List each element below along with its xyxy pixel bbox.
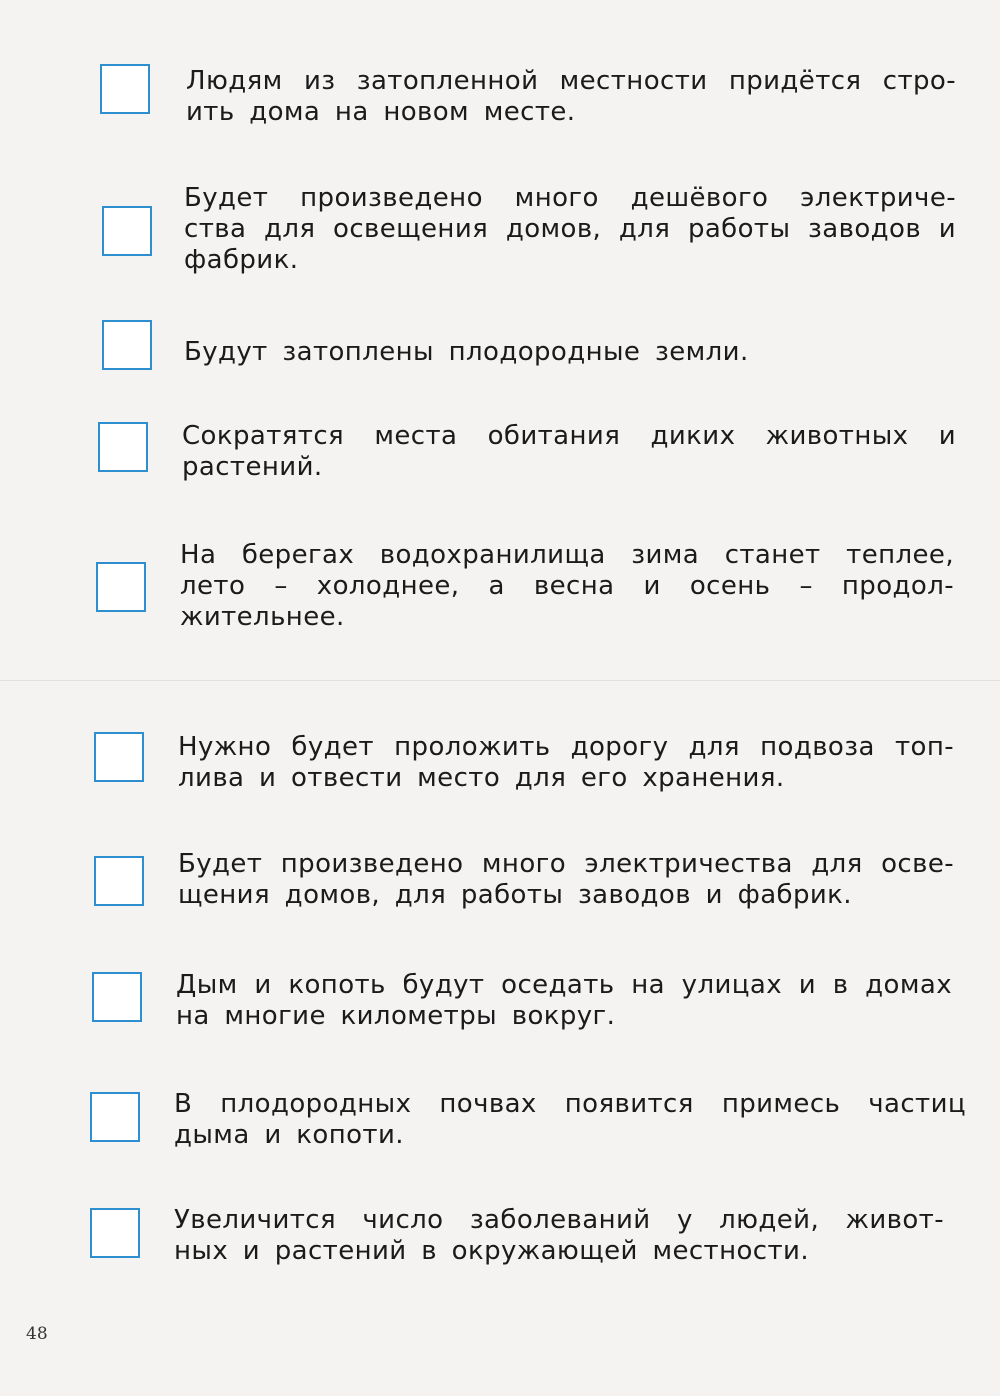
statement-text-5: На берегах водохранилища зима станет теплее, лето – холоднее, а весна и осень – продол- жительнее. [180,540,954,632]
page-divider [0,680,1000,681]
statement-text-9: В плодородных почвах появится примесь частиц дыма и копоти. [174,1089,966,1150]
checkbox-4[interactable] [98,422,148,472]
checkbox-3[interactable] [102,320,152,370]
checkbox-10[interactable] [90,1208,140,1258]
checkbox-2[interactable] [102,206,152,256]
checkbox-5[interactable] [96,562,146,612]
statement-text-6: Нужно будет проложить дорогу для подвоза топ- лива и отвести место для его хранения. [178,732,954,793]
statement-text-3: Будут затоплены плодородные земли. [184,337,749,367]
statement-text-4: Сократятся места обитания диких животных и растений. [182,421,956,482]
checkbox-6[interactable] [94,732,144,782]
statement-text-2: Будет произведено много дешёвого электриче- ства для освещения домов, для работы заводов и фабрик. [184,183,956,275]
statement-text-1: Людям из затопленной местности придётся стро- ить дома на новом месте. [186,66,956,127]
statement-text-7: Будет произведено много электричества для осве- щения домов, для работы заводов и фабрик. [178,849,954,910]
statement-text-8: Дым и копоть будут оседать на улицах и в домах на многие километры вокруг. [176,970,952,1031]
page-number: 48 [26,1324,48,1344]
checkbox-9[interactable] [90,1092,140,1142]
checkbox-8[interactable] [92,972,142,1022]
statement-text-10: Увеличится число заболеваний у людей, живот- ных и растений в окружающей местности. [174,1205,944,1266]
checkbox-1[interactable] [100,64,150,114]
checkbox-7[interactable] [94,856,144,906]
